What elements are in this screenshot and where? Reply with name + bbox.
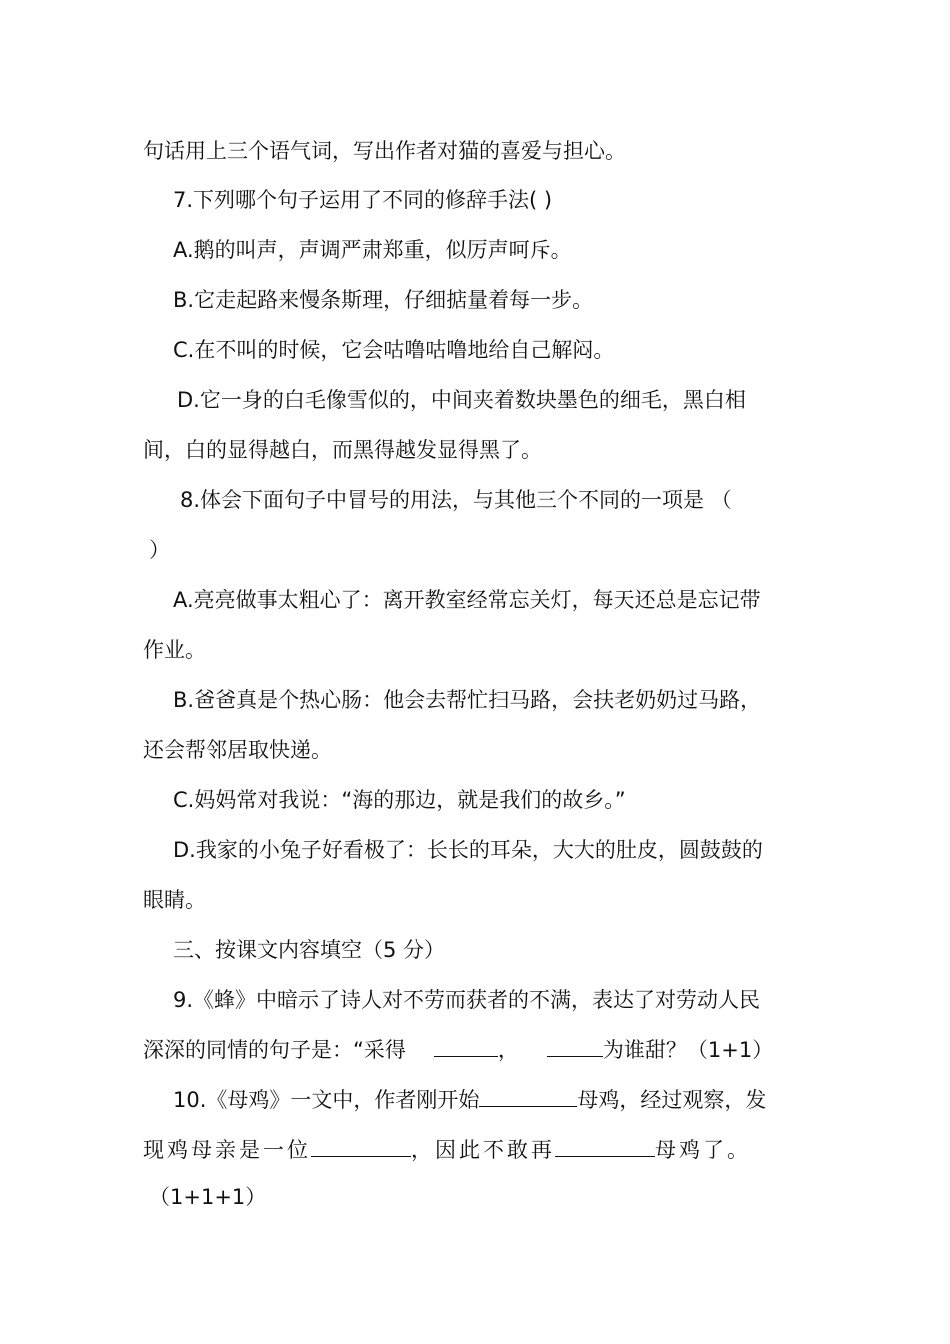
q10-text-2a: 现鸡母亲是一位 <box>143 1138 311 1162</box>
q10-blank-1[interactable] <box>479 1086 577 1107</box>
q10-text-start: 10.《母鸡》一文中，作者刚开始 <box>173 1088 480 1112</box>
q7-option-b: B.它走起路来慢条斯理，仔细掂量着每一步。 <box>173 288 594 312</box>
q9-blank-1[interactable] <box>434 1036 498 1057</box>
question-9-continued <box>143 1036 807 1064</box>
q8-option-d: D.我家的小兔子好看极了：长长的耳朵，大大的肚皮，圆鼓鼓的 <box>173 838 763 862</box>
q10-blank-2[interactable] <box>311 1136 411 1157</box>
q7-option-d-continued: 间，白的显得越白，而黑得越发显得黑了。 <box>143 438 542 462</box>
q10-text-2b: ，因此不敢再 <box>411 1138 555 1162</box>
q8-option-b-continued: 还会帮邻居取快递。 <box>143 738 332 762</box>
question-10-continued <box>143 1136 807 1164</box>
question-9: 9.《蜂》中暗示了诗人对不劳而获者的不满，表达了对劳动人民 <box>173 988 761 1012</box>
q8-option-a-continued: 作业。 <box>143 638 206 662</box>
q9-text-after: 为谁甜？（1+1） <box>602 1038 774 1062</box>
q10-text-2c: 母鸡了。 <box>655 1138 751 1162</box>
section-3-heading: 三、按课文内容填空（5 分） <box>173 938 446 962</box>
question-8-continued: ） <box>149 538 170 562</box>
q10-score: （1+1+1） <box>149 1185 267 1209</box>
q7-option-a: A.鹅的叫声，声调严肃郑重，似厉声呵斥。 <box>173 238 572 262</box>
q8-option-d-continued: 眼睛。 <box>143 888 206 912</box>
q9-blank-2[interactable] <box>547 1036 603 1057</box>
q10-blank-3[interactable] <box>555 1136 655 1157</box>
q9-text-before: 深深的同情的句子是：“采得 <box>143 1038 406 1062</box>
q8-option-c: C.妈妈常对我说：“海的那边，就是我们的故乡。” <box>173 788 626 812</box>
q10-text-mid: 母鸡，经过观察，发 <box>577 1088 767 1112</box>
q9-comma: ， <box>497 1038 519 1062</box>
text-line-cat-sentence: 句话用上三个语气词，写出作者对猫的喜爱与担心。 <box>143 139 626 163</box>
q7-option-c: C.在不叫的时候，它会咕噜咕噜地给自己解闷。 <box>173 338 615 362</box>
q7-option-d: D.它一身的白毛像雪似的，中间夹着数块墨色的细毛，黑白相 <box>177 388 746 412</box>
question-8: 8.体会下面句子中冒号的用法，与其他三个不同的一项是 （ <box>180 488 732 512</box>
q8-option-a: A.亮亮做事太粗心了：离开教室经常忘关灯，每天还总是忘记带 <box>173 588 761 612</box>
question-10 <box>173 1086 807 1114</box>
q8-option-b: B.爸爸真是个热心肠：他会去帮忙扫马路，会扶老奶奶过马路， <box>173 688 762 712</box>
question-7: 7.下列哪个句子运用了不同的修辞手法( ) <box>173 188 553 212</box>
